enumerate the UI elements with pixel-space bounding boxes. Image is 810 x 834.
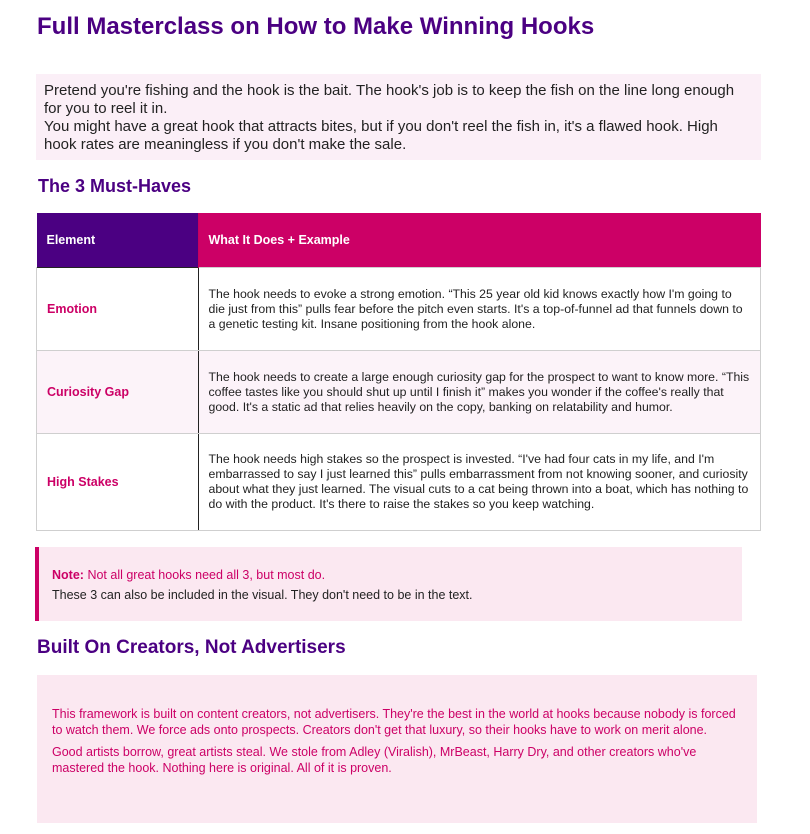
description-cell-emotion: The hook needs to evoke a strong emotion. “This 25 year old kid knows exactly how I'm going to die just from this” pulls fear before the pitch even starts. It's a top-of-funnel ad that funnels down to a genetic testing kit. Insane positioning from the hook alone. xyxy=(198,268,761,351)
intro-callout xyxy=(36,74,761,160)
section-heading-creators: Built On Creators, Not Advertisers xyxy=(37,637,346,658)
note-callout xyxy=(35,547,742,621)
column-header-element: Element xyxy=(37,213,199,268)
section-heading-must-haves: The 3 Must-Haves xyxy=(38,176,192,196)
element-cell-high-stakes: High Stakes xyxy=(37,434,199,531)
note-text-1: Not all great hooks need all 3, but most do. xyxy=(87,568,326,582)
table-header-row xyxy=(37,213,761,268)
table-row xyxy=(37,351,761,434)
creators-paragraph-2: Good artists borrow, great artists steal. We stole from Adley (Viralish), MrBeast, Harry Dry, and other creators who've mastered the hook. Nothing here is original. All of it is proven. xyxy=(52,745,697,775)
intro-paragraph-2: You might have a great hook that attracts bites, but if you don't reel the fish in, it's a flawed hook. High hook rates are meaningless if you don't make the sale. xyxy=(44,118,718,153)
creators-paragraph-1: This framework is built on content creators, not advertisers. They're the best in the world at hooks because nobody is forced to watch them. We force ads onto prospects. Creators don't get that luxury, so their hooks have to work on merit alone. xyxy=(52,707,736,737)
creators-callout xyxy=(37,675,757,823)
note-label: Note: xyxy=(52,568,84,582)
table-row xyxy=(37,268,761,351)
column-header-description: What It Does + Example xyxy=(198,213,761,268)
element-cell-curiosity-gap: Curiosity Gap xyxy=(37,351,199,434)
must-haves-table xyxy=(36,213,761,531)
note-line-1 xyxy=(52,566,325,584)
description-cell-curiosity-gap: The hook needs to create a large enough curiosity gap for the prospect to want to know more. “This coffee tastes like you should shut up until I finish it” makes you wonder if the coffee's really that good. It's a static ad that relies heavily on the copy, banking on relatability and humor. xyxy=(198,351,761,434)
page-title: Full Masterclass on How to Make Winning Hooks xyxy=(37,13,595,40)
description-cell-high-stakes: The hook needs high stakes so the prospect is invested. “I've had four cats in my life, and I'm embarrassed to say I just learned this” pulls embarrassment from not knowing sooner, and curiosity about what they just learned. The visual cuts to a cat being thrown into a boat, which has nothing to do with the product. It's there to raise the stakes so you keep watching. xyxy=(198,434,761,531)
note-line-2: These 3 can also be included in the visual. They don't need to be in the text. xyxy=(52,588,473,602)
table-row xyxy=(37,434,761,531)
intro-paragraph-1: Pretend you're fishing and the hook is the bait. The hook's job is to keep the fish on the line long enough for you to reel it in. xyxy=(44,82,735,117)
element-cell-emotion: Emotion xyxy=(37,268,199,351)
